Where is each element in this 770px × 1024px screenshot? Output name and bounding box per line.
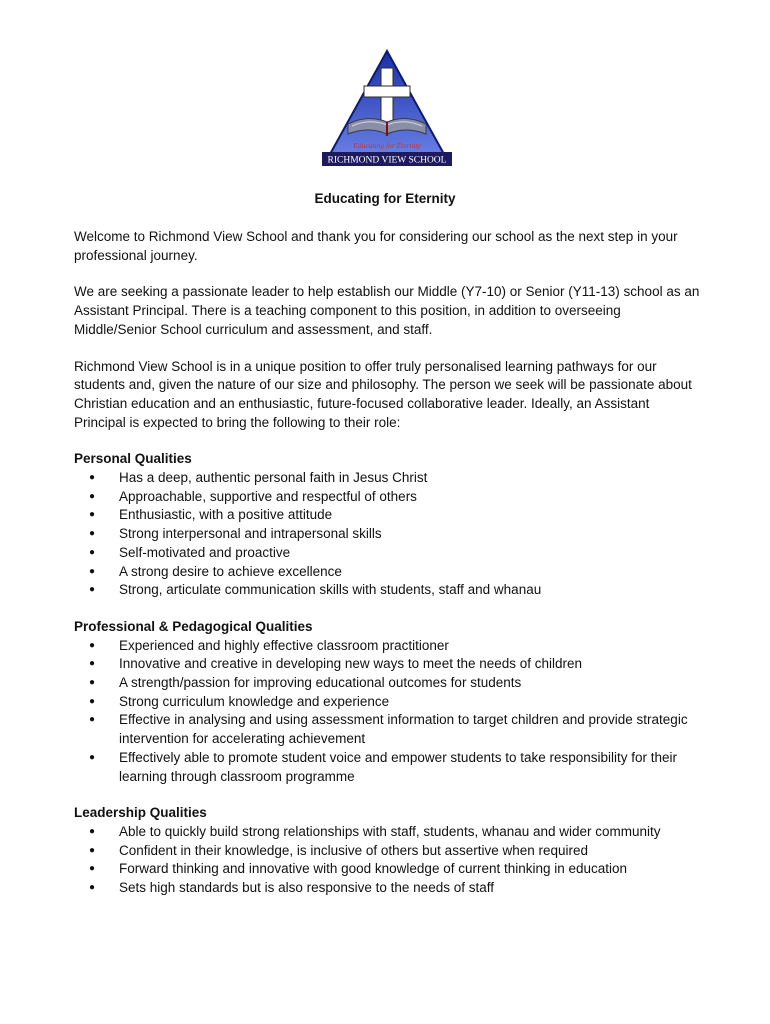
intro-paragraph: Welcome to Richmond View School and thank you for considering our school as the next step in your professional journey. [74, 229, 678, 263]
list-item: ● Effectively able to promote student voice and empower students to take responsibility for their learning through classroom programme [74, 749, 704, 786]
list-item: ● Innovative and creative in developing new ways to meet the needs of children [74, 655, 704, 674]
list-item: ● Confident in their knowledge, is inclusive of others but assertive when required [74, 842, 704, 861]
list-item: ● Strong, articulate communication skills with students, staff and whanau [74, 581, 704, 600]
professional-qualities-section [74, 618, 704, 786]
logo-motto: Educating for Eternity [353, 141, 421, 150]
document-body [74, 228, 704, 916]
logo-school-name: RICHMOND VIEW SCHOOL [327, 155, 447, 166]
section-heading: Leadership Qualities [74, 805, 207, 821]
school-paragraph: Richmond View School is in a unique position to offer truly personalised learning pathways for our students and, given the nature of our size and philosophy. The person we seek will be passionate about Christian education and an enthusiastic, future-focused collaborative leader. Ideally, an Assistant Principal is expected to bring the following to their role: [74, 358, 692, 430]
personal-qualities-section [74, 450, 704, 600]
list-item: ● A strength/passion for improving educational outcomes for students [74, 674, 704, 693]
bullet-list [74, 823, 704, 898]
list-item: ● Sets high standards but is also responsive to the needs of staff [74, 879, 704, 898]
list-item: ● Enthusiastic, with a positive attitude [74, 506, 704, 525]
list-item: ● Experienced and highly effective classroom practitioner [74, 637, 704, 656]
list-item: ● Approachable, supportive and respectful of others [74, 488, 704, 507]
list-item: ● Has a deep, authentic personal faith in Jesus Christ [74, 469, 704, 488]
school-logo-emblem [320, 48, 454, 170]
leadership-qualities-section [74, 804, 704, 898]
section-heading: Personal Qualities [74, 451, 192, 467]
section-heading: Professional & Pedagogical Qualities [74, 618, 313, 634]
bullet-list [74, 637, 704, 787]
list-item: ● Forward thinking and innovative with good knowledge of current thinking in education [74, 860, 704, 879]
list-item: ● Effective in analysing and using assessment information to target children and provide strategic intervention for accelerating achievement [74, 711, 704, 748]
list-item: ● Strong interpersonal and intrapersonal skills [74, 525, 704, 544]
list-item: ● Strong curriculum knowledge and experience [74, 693, 704, 712]
position-paragraph: We are seeking a passionate leader to help establish our Middle (Y7-10) or Senior (Y11-13) school as an Assistant Principal. There is a teaching component to this position, in addition to overseeing Middle/Senior School curriculum and assessment, and staff. [74, 284, 700, 337]
school-logo [320, 48, 454, 170]
page-title: Educating for Eternity [314, 191, 456, 206]
list-item: ● Able to quickly build strong relationships with staff, students, whanau and wider community [74, 823, 704, 842]
bullet-list [74, 469, 704, 600]
list-item: ● A strong desire to achieve excellence [74, 563, 704, 582]
list-item: ● Self-motivated and proactive [74, 544, 704, 563]
